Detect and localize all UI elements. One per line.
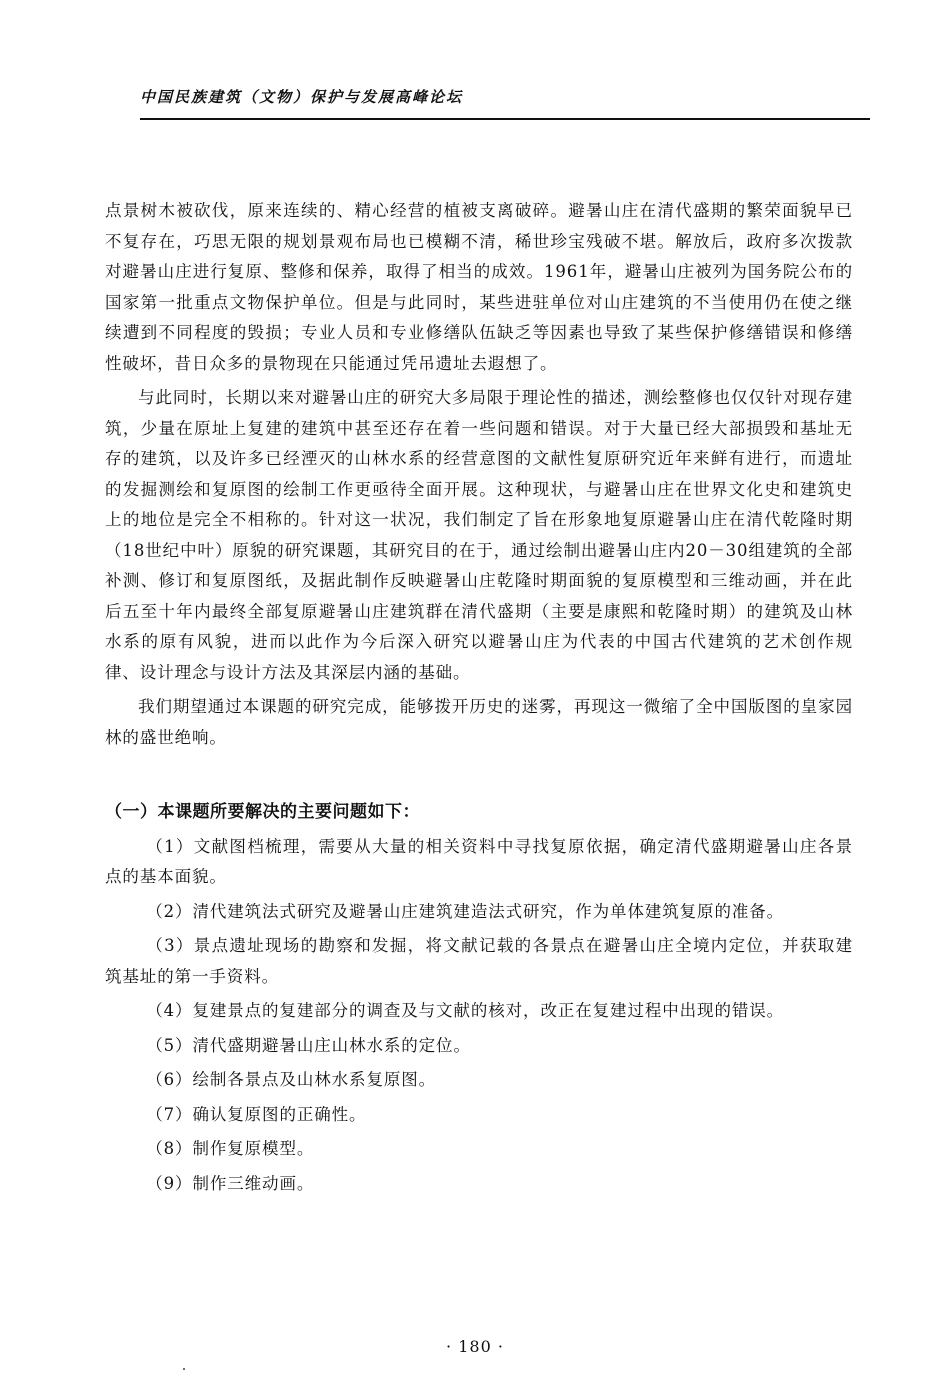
paragraph-3: 我们期望通过本课题的研究完成，能够拨开历史的迷雾，再现这一微缩了全中国版图的皇家园林的盛世绝响。 <box>105 697 853 747</box>
section-heading: （一）本课题所要解决的主要问题如下： <box>105 802 420 822</box>
list-item: （5）清代盛期避暑山庄山林水系的定位。 <box>146 1035 471 1055</box>
paragraph-2: 与此同时，长期以来对避暑山庄的研究大多局限于理论性的描述，测绘整修也仅仅针对现存建筑，少量在原址上复建的建筑中甚至还存在着一些问题和错误。对于大量已经大部损毁和基址无存的建筑，以及许多已经湮灭的山林水系的经营意图的文献性复原研究近年来鲜有进行，而遗址的发掘测绘和复原图的绘制工作更亟待全面开展。这种现状，与避暑山庄在世界文化史和建筑史上的地位是完全不相称的。针对这一状况，我们制定了旨在形象地复原避暑山庄在清代乾隆时期（18世纪中叶）原貌的研究课题，其研究目的在于，通过绘制出避暑山庄内20－30组建筑的全部补测、修订和复原图纸，及据此制作反映避暑山庄乾隆时期面貌的复原模型和三维动画，并在此后五至十年内最终全部复原避暑山庄建筑群在清代盛期（主要是康熙和乾隆时期）的建筑及山林水系的原有风貌，进而以此作为今后深入研究以避暑山庄为代表的中国古代建筑的艺术创作规律、设计理念与设计方法及其深层内涵的基础。 <box>105 388 853 682</box>
running-header-title: 中国民族建筑（文物）保护与发展高峰论坛 <box>140 88 464 106</box>
list-item: （6）绘制各景点及山林水系复原图。 <box>146 1070 437 1089</box>
list-item: （8）制作复原模型。 <box>146 1139 315 1158</box>
header-rule <box>140 118 870 120</box>
list-item: （4）复建景点的复建部分的调查及与文献的核对，改正在复建过程中出现的错误。 <box>146 1001 785 1020</box>
page-number: · 180 · <box>446 1337 504 1356</box>
scan-speck <box>183 1368 185 1370</box>
list-item: （9）制作三维动画。 <box>146 1173 315 1193</box>
list-item: （2）清代建筑法式研究及避暑山庄建筑建造法式研究，作为单体建筑复原的准备。 <box>146 901 785 921</box>
paragraph-1: 点景树木被砍伐，原来连续的、精心经营的植被支离破碎。避暑山庄在清代盛期的繁荣面貌早已不复存在，巧思无限的规划景观布局也已模糊不清，稀世珍宝残破不堪。解放后，政府多次拨款对避暑山庄进行复原、整修和保养，取得了相当的成效。1961年，避暑山庄被列为国务院公布的国家第一批重点文物保护单位。但是与此同时，某些进驻单位对山庄建筑的不当使用仍在使之继续遭到不同程度的毁损；专业人员和专业修缮队伍缺乏等因素也导致了某些保护修缮错误和修缮性破坏，昔日众多的景物现在只能通过凭吊遗址去遐想了。 <box>105 201 853 373</box>
list-item: （7）确认复原图的正确性。 <box>146 1104 367 1124</box>
list-item: （3）景点遗址现场的勘察和发掘，将文献记载的各景点在避暑山庄全境内定位，并获取建筑基址的第一手资料。 <box>105 936 853 986</box>
list-item: （1）文献图档梳理，需要从大量的相关资料中寻找复原依据，确定清代盛期避暑山庄各景点的基本面貌。 <box>105 836 853 886</box>
body-text <box>105 196 853 1203</box>
problem-list <box>105 832 853 1200</box>
